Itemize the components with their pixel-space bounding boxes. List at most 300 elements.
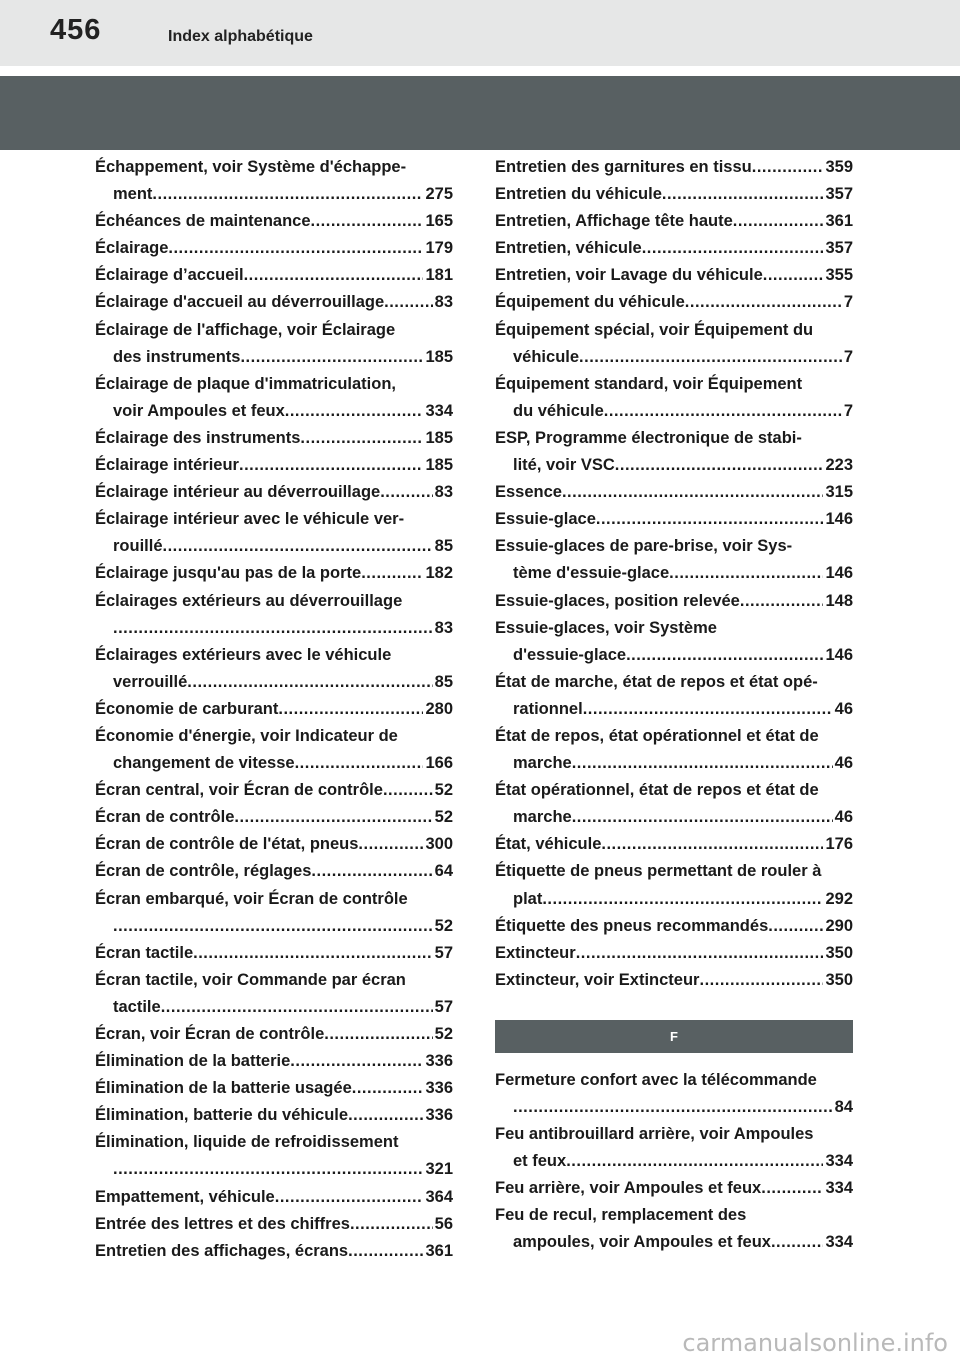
index-entry bbox=[95, 642, 453, 696]
page-ref: 64 bbox=[434, 862, 453, 881]
dot-leader bbox=[348, 1102, 423, 1129]
entry-term-line bbox=[95, 371, 453, 398]
dot-leader bbox=[768, 913, 823, 940]
index-entry bbox=[95, 1129, 453, 1183]
dot-leader bbox=[752, 154, 824, 181]
entry-text: Extincteur, voir Extincteur bbox=[495, 970, 700, 989]
dot-leader bbox=[350, 1211, 433, 1238]
index-entry bbox=[495, 1175, 853, 1202]
entry-text: véhicule bbox=[513, 347, 580, 366]
index-entry bbox=[95, 967, 453, 1021]
index-entry bbox=[95, 1021, 453, 1048]
entry-text: du véhicule bbox=[513, 401, 604, 420]
index-entry bbox=[95, 1184, 453, 1211]
entry-continuation-line bbox=[495, 1148, 853, 1175]
index-entry bbox=[95, 858, 453, 885]
entry-continuation-line bbox=[495, 696, 853, 723]
index-entry bbox=[95, 452, 453, 479]
dot-leader bbox=[740, 588, 824, 615]
entry-term-line bbox=[495, 154, 853, 181]
page-ref: 56 bbox=[434, 1214, 453, 1233]
index-entry bbox=[95, 506, 453, 560]
dot-leader bbox=[626, 642, 823, 669]
dot-leader bbox=[513, 1094, 833, 1121]
index-column-left bbox=[95, 154, 453, 1265]
dot-leader bbox=[290, 1048, 423, 1075]
entry-term-line bbox=[495, 371, 853, 398]
dot-leader bbox=[615, 452, 824, 479]
page-ref: 300 bbox=[425, 835, 453, 854]
index-entry bbox=[95, 588, 453, 642]
index-entry bbox=[95, 804, 453, 831]
entry-text: Élimination, batterie du véhicule bbox=[95, 1106, 349, 1125]
index-entry bbox=[495, 723, 853, 777]
entry-text: État de marche, état de repos et état opé- bbox=[495, 672, 818, 691]
entry-text: Élimination de la batterie usagée bbox=[95, 1079, 352, 1098]
page-ref: 321 bbox=[425, 1160, 453, 1179]
entry-text: Éclairage jusqu'au pas de la porte bbox=[95, 564, 362, 583]
index-entry bbox=[95, 1048, 453, 1075]
page-ref: 83 bbox=[434, 293, 453, 312]
entry-text: Entretien des garnitures en tissu bbox=[495, 158, 752, 176]
index-entry bbox=[95, 1238, 453, 1265]
entry-continuation-line bbox=[95, 533, 453, 560]
page-ref: 336 bbox=[425, 1052, 453, 1071]
entry-term-line bbox=[95, 317, 453, 344]
entry-text: Éclairage bbox=[95, 239, 169, 258]
dot-leader bbox=[300, 425, 423, 452]
page-ref: 165 bbox=[425, 212, 453, 231]
index-entry bbox=[95, 723, 453, 777]
entry-text: Éclairage de plaque d'immatriculation, bbox=[95, 374, 397, 393]
section-letter: F bbox=[670, 1028, 678, 1044]
entry-term-line bbox=[495, 1121, 853, 1148]
dot-leader bbox=[380, 479, 432, 506]
watermark: carmanualsonline.info bbox=[682, 1329, 948, 1357]
header-band bbox=[0, 76, 960, 150]
entry-text: Équipement spécial, voir Équipement du bbox=[495, 320, 814, 339]
dot-leader bbox=[596, 506, 824, 533]
page-ref: 361 bbox=[425, 1241, 453, 1260]
index-entry bbox=[495, 1067, 853, 1121]
entry-term-line bbox=[495, 588, 853, 615]
dot-leader bbox=[113, 913, 433, 940]
index-entry bbox=[95, 831, 453, 858]
entry-term-line bbox=[95, 208, 453, 235]
dot-leader bbox=[295, 750, 424, 777]
entry-text: Écran de contrôle, réglages bbox=[95, 862, 312, 881]
entry-text: plat bbox=[513, 889, 543, 908]
entry-term-line bbox=[95, 1129, 453, 1156]
page-ref: 7 bbox=[843, 347, 853, 366]
dot-leader bbox=[285, 398, 424, 425]
entry-term-line bbox=[495, 669, 853, 696]
entry-text: Entretien du véhicule bbox=[495, 185, 662, 204]
dot-leader bbox=[244, 262, 424, 289]
entry-term-line bbox=[95, 452, 453, 479]
page-ref: 179 bbox=[425, 239, 453, 258]
dot-leader bbox=[311, 858, 432, 885]
index-entry bbox=[495, 479, 853, 506]
index-entry bbox=[495, 425, 853, 479]
index-entry bbox=[495, 615, 853, 669]
entry-text: Écran central, voir Écran de contrôle bbox=[95, 781, 383, 800]
index-entry bbox=[95, 940, 453, 967]
entry-continuation-line bbox=[495, 804, 853, 831]
index-entry bbox=[95, 886, 453, 940]
page-ref: 146 bbox=[825, 645, 853, 664]
dot-leader bbox=[761, 1175, 823, 1202]
page-header bbox=[0, 0, 960, 66]
entry-text: Échéances de maintenance bbox=[95, 212, 311, 231]
entry-text: Extincteur bbox=[495, 943, 576, 962]
entry-continuation-line bbox=[495, 452, 853, 479]
index-entry bbox=[95, 1102, 453, 1129]
entry-term-line bbox=[495, 235, 853, 262]
index-entry bbox=[95, 696, 453, 723]
page-ref: 46 bbox=[834, 699, 853, 718]
page-ref: 275 bbox=[425, 185, 453, 204]
dot-leader bbox=[601, 831, 823, 858]
entry-term-line bbox=[95, 262, 453, 289]
page-ref: 52 bbox=[434, 916, 453, 935]
page-ref: 46 bbox=[834, 808, 853, 827]
entry-continuation-line bbox=[95, 398, 453, 425]
entry-term-line bbox=[95, 1102, 453, 1129]
index-entry bbox=[495, 289, 853, 316]
entry-term-line bbox=[95, 696, 453, 723]
entry-term-line bbox=[495, 425, 853, 452]
page-ref: 146 bbox=[825, 510, 853, 529]
entry-term-line bbox=[95, 777, 453, 804]
index-list-left bbox=[95, 154, 453, 1265]
entry-text: marche bbox=[513, 808, 572, 827]
dot-leader bbox=[566, 1148, 823, 1175]
index-column-right bbox=[495, 154, 853, 1257]
entry-text: État opérationnel, état de repos et état de bbox=[495, 781, 819, 800]
index-entry bbox=[95, 235, 453, 262]
index-entry bbox=[495, 262, 853, 289]
page-ref: 336 bbox=[425, 1106, 453, 1125]
entry-text: Éclairage intérieur au déverrouillage bbox=[95, 483, 381, 502]
entry-term-line bbox=[95, 642, 453, 669]
dot-leader bbox=[187, 669, 432, 696]
entry-term-line bbox=[95, 1184, 453, 1211]
entry-text: Échappement, voir Système d'échappe- bbox=[95, 158, 407, 176]
page-ref: 364 bbox=[425, 1187, 453, 1206]
page-ref: 176 bbox=[825, 835, 853, 854]
entry-text: marche bbox=[513, 754, 572, 773]
dot-leader bbox=[579, 344, 842, 371]
entry-continuation-line bbox=[495, 344, 853, 371]
dot-leader bbox=[348, 1238, 423, 1265]
index-entry bbox=[495, 317, 853, 371]
page-ref: 280 bbox=[425, 699, 453, 718]
entry-term-line bbox=[95, 831, 453, 858]
entry-text: Écran tactile, voir Commande par écran bbox=[95, 970, 406, 989]
entry-continuation-line bbox=[95, 994, 453, 1021]
dot-leader bbox=[685, 289, 842, 316]
page-ref: 85 bbox=[434, 672, 453, 691]
entry-term-line bbox=[95, 723, 453, 750]
entry-term-line bbox=[495, 506, 853, 533]
page-ref: 57 bbox=[434, 997, 453, 1016]
entry-text: Essuie-glaces de pare-brise, voir Sys- bbox=[495, 537, 793, 556]
dot-leader bbox=[234, 804, 432, 831]
entry-text: Feu de recul, remplacement des bbox=[495, 1206, 747, 1225]
page-ref: 84 bbox=[834, 1098, 853, 1116]
index-entry bbox=[495, 588, 853, 615]
page-ref: 52 bbox=[434, 808, 453, 827]
dot-leader bbox=[669, 560, 823, 587]
index-entry bbox=[495, 1121, 853, 1175]
entry-term-line bbox=[95, 967, 453, 994]
dot-leader bbox=[239, 452, 423, 479]
entry-term-line bbox=[95, 479, 453, 506]
entry-term-line bbox=[495, 940, 853, 967]
entry-text: Essuie-glaces, voir Système bbox=[495, 618, 717, 637]
page-ref: 355 bbox=[825, 266, 853, 285]
page-ref: 334 bbox=[425, 401, 453, 420]
page-ref: 361 bbox=[825, 212, 853, 231]
entry-text: Éclairage d'accueil au déverrouillage bbox=[95, 293, 385, 312]
entry-continuation-line bbox=[95, 181, 453, 208]
dot-leader bbox=[361, 560, 423, 587]
index-entry bbox=[495, 181, 853, 208]
entry-continuation-line bbox=[95, 669, 453, 696]
page-ref: 223 bbox=[825, 456, 853, 475]
entry-text: Entrée des lettres et des chiffres bbox=[95, 1214, 350, 1233]
page-ref: 83 bbox=[434, 483, 453, 502]
index-entry bbox=[95, 1075, 453, 1102]
entry-text: Équipement du véhicule bbox=[495, 293, 685, 312]
index-entry bbox=[495, 1202, 853, 1256]
entry-term-line bbox=[495, 181, 853, 208]
entry-text: Entretien, voir Lavage du véhicule bbox=[495, 266, 763, 285]
dot-leader bbox=[576, 940, 824, 967]
entry-text: des instruments bbox=[113, 347, 241, 366]
index-entry bbox=[95, 479, 453, 506]
dot-leader bbox=[193, 940, 433, 967]
entry-continuation-line bbox=[95, 750, 453, 777]
dot-leader bbox=[699, 967, 823, 994]
entry-term-line bbox=[95, 1238, 453, 1265]
entry-text: verrouillé bbox=[113, 672, 188, 691]
dot-leader bbox=[384, 289, 433, 316]
entry-term-line bbox=[495, 723, 853, 750]
entry-term-line bbox=[495, 208, 853, 235]
entry-text: tème d'essuie-glace bbox=[513, 564, 670, 583]
page-ref: 334 bbox=[825, 1233, 853, 1252]
dot-leader bbox=[733, 208, 824, 235]
dot-leader bbox=[583, 696, 833, 723]
dot-leader bbox=[358, 831, 423, 858]
dot-leader bbox=[152, 181, 423, 208]
entry-text: ESP, Programme électronique de stabi- bbox=[495, 428, 802, 447]
index-entry bbox=[495, 154, 853, 181]
page-ref: 146 bbox=[825, 564, 853, 583]
dot-leader bbox=[642, 235, 824, 262]
entry-continuation-line bbox=[95, 615, 453, 642]
dot-leader bbox=[352, 1075, 424, 1102]
index-entry bbox=[495, 506, 853, 533]
entry-term-line bbox=[495, 262, 853, 289]
page-ref: 7 bbox=[843, 293, 853, 312]
entry-text: Étiquette des pneus recommandés bbox=[495, 916, 769, 935]
entry-text: Éclairage de l'affichage, voir Éclairage bbox=[95, 320, 396, 339]
dot-leader bbox=[542, 886, 823, 913]
page-ref: 85 bbox=[434, 537, 453, 556]
entry-term-line bbox=[95, 289, 453, 316]
page-ref: 46 bbox=[834, 754, 853, 773]
page-ref: 334 bbox=[825, 1179, 853, 1198]
index-entry bbox=[495, 831, 853, 858]
entry-term-line bbox=[495, 615, 853, 642]
dot-leader bbox=[113, 615, 433, 642]
entry-text: Étiquette de pneus permettant de rouler à bbox=[495, 862, 822, 881]
entry-continuation-line bbox=[95, 913, 453, 940]
entry-text: rouillé bbox=[113, 537, 163, 556]
dot-leader bbox=[278, 696, 423, 723]
entry-term-line bbox=[95, 1211, 453, 1238]
dot-leader bbox=[168, 235, 423, 262]
page-ref: 350 bbox=[825, 943, 853, 962]
index-entry bbox=[95, 777, 453, 804]
index-list-f bbox=[495, 1067, 853, 1257]
index-entry bbox=[95, 154, 453, 208]
entry-text: changement de vitesse bbox=[113, 754, 295, 773]
index-entry bbox=[495, 235, 853, 262]
entry-term-line bbox=[95, 886, 453, 913]
index-entry bbox=[95, 208, 453, 235]
entry-continuation-line bbox=[495, 1094, 853, 1121]
page-ref: 52 bbox=[434, 1025, 453, 1043]
entry-text: rationnel bbox=[513, 699, 583, 718]
entry-continuation-line bbox=[95, 344, 453, 371]
dot-leader bbox=[562, 479, 824, 506]
index-entry bbox=[95, 289, 453, 316]
dot-leader bbox=[311, 208, 424, 235]
entry-text: tactile bbox=[113, 997, 161, 1016]
entry-term-line bbox=[95, 425, 453, 452]
entry-text: voir Ampoules et feux bbox=[113, 401, 285, 420]
entry-text: Écran embarqué, voir Écran de contrôle bbox=[95, 889, 408, 908]
page-ref: 7 bbox=[843, 401, 853, 420]
page-ref: 148 bbox=[825, 591, 853, 610]
dot-leader bbox=[113, 1156, 423, 1183]
entry-text: État de repos, état opérationnel et état de bbox=[495, 726, 819, 745]
entry-text: Essuie-glace bbox=[495, 510, 596, 529]
entry-continuation-line bbox=[495, 750, 853, 777]
page-ref: 334 bbox=[825, 1152, 853, 1171]
page-ref: 182 bbox=[425, 564, 453, 583]
entry-term-line bbox=[495, 1175, 853, 1202]
entry-term-line bbox=[495, 777, 853, 804]
entry-text: Équipement standard, voir Équipement bbox=[495, 374, 803, 393]
entry-text: Écran de contrôle bbox=[95, 808, 235, 827]
entry-term-line bbox=[495, 479, 853, 506]
entry-text: Écran, voir Écran de contrôle bbox=[95, 1025, 325, 1043]
entry-term-line bbox=[95, 1075, 453, 1102]
index-entry bbox=[495, 858, 853, 912]
entry-term-line bbox=[95, 804, 453, 831]
entry-text: Entretien, véhicule bbox=[495, 239, 642, 258]
entry-term-line bbox=[495, 1067, 853, 1094]
entry-continuation-line bbox=[95, 1156, 453, 1183]
page-ref: 181 bbox=[425, 266, 453, 285]
index-entry bbox=[495, 669, 853, 723]
index-list-right bbox=[495, 154, 853, 994]
dot-leader bbox=[240, 344, 423, 371]
page-ref: 350 bbox=[825, 970, 853, 989]
entry-term-line bbox=[95, 235, 453, 262]
entry-text: État, véhicule bbox=[495, 835, 602, 854]
dot-leader bbox=[383, 777, 433, 804]
page-title: Index alphabétique bbox=[168, 28, 313, 45]
entry-continuation-line bbox=[495, 886, 853, 913]
page-ref: 290 bbox=[825, 916, 853, 935]
index-entry bbox=[495, 913, 853, 940]
entry-text: ment bbox=[113, 185, 153, 204]
index-entry bbox=[95, 1211, 453, 1238]
page-ref: 185 bbox=[425, 347, 453, 366]
entry-text: d'essuie-glace bbox=[513, 645, 627, 664]
entry-term-line bbox=[495, 289, 853, 316]
entry-term-line bbox=[495, 858, 853, 885]
page-ref: 359 bbox=[825, 158, 853, 176]
index-entry bbox=[495, 371, 853, 425]
index-entry bbox=[95, 425, 453, 452]
entry-text: et feux bbox=[513, 1152, 567, 1171]
entry-term-line bbox=[95, 1048, 453, 1075]
entry-term-line bbox=[95, 588, 453, 615]
entry-term-line bbox=[95, 560, 453, 587]
entry-text: Fermeture confort avec la télécommande bbox=[495, 1070, 817, 1089]
page-ref: 336 bbox=[425, 1079, 453, 1098]
index-entry bbox=[495, 967, 853, 994]
dot-leader bbox=[161, 994, 433, 1021]
page-ref: 83 bbox=[434, 618, 453, 637]
entry-term-line bbox=[495, 317, 853, 344]
page-ref: 52 bbox=[434, 781, 453, 800]
entry-text: Feu antibrouillard arrière, voir Ampoules bbox=[495, 1125, 814, 1144]
index-entry bbox=[495, 208, 853, 235]
page-ref: 357 bbox=[825, 239, 853, 258]
entry-text: Économie d'énergie, voir Indicateur de bbox=[95, 726, 398, 745]
page-ref: 57 bbox=[434, 943, 453, 962]
index-entry bbox=[495, 777, 853, 831]
entry-term-line bbox=[95, 506, 453, 533]
index-entry bbox=[95, 371, 453, 425]
page-number: 456 bbox=[50, 14, 102, 46]
entry-text: Essence bbox=[495, 483, 562, 502]
entry-term-line bbox=[495, 831, 853, 858]
page-ref: 185 bbox=[425, 428, 453, 447]
entry-term-line bbox=[495, 1202, 853, 1229]
entry-text: lité, voir VSC bbox=[513, 456, 615, 475]
page-ref: 292 bbox=[825, 889, 853, 908]
entry-text: Éclairages extérieurs au déverrouillage bbox=[95, 591, 403, 610]
dot-leader bbox=[572, 750, 833, 777]
index-entry bbox=[95, 262, 453, 289]
entry-text: Élimination, liquide de refroidissement bbox=[95, 1133, 399, 1152]
entry-text: Éclairage d’accueil bbox=[95, 266, 244, 285]
entry-text: Éclairage intérieur bbox=[95, 456, 239, 475]
entry-text: Entretien des affichages, écrans bbox=[95, 1241, 349, 1260]
entry-text: Écran tactile bbox=[95, 943, 194, 962]
entry-text: Feu arrière, voir Ampoules et feux bbox=[495, 1179, 762, 1198]
index-entry bbox=[495, 940, 853, 967]
